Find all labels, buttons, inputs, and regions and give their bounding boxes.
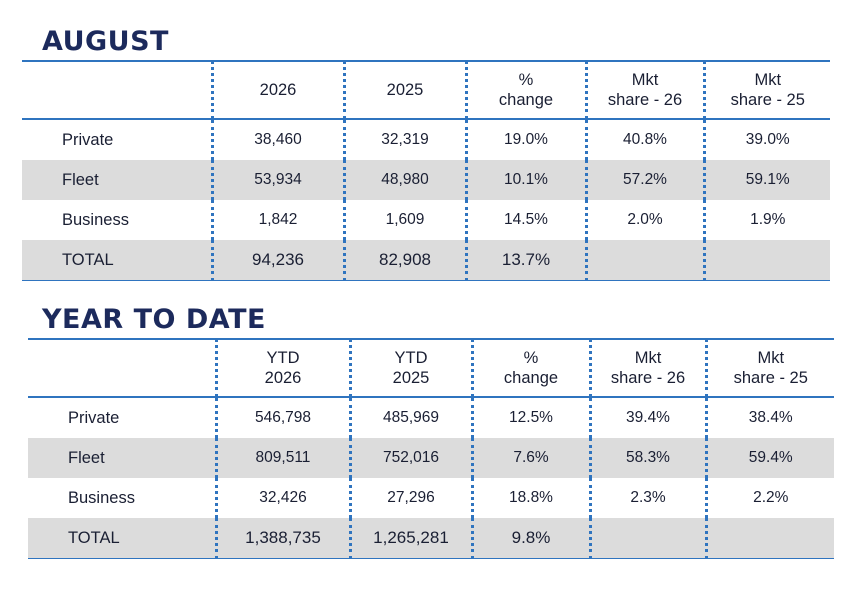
header-label (22, 61, 212, 119)
header-change: % change (472, 339, 590, 397)
cell-change: 19.0% (466, 119, 586, 160)
row-label: Private (62, 130, 114, 149)
cell-ytd-2025: 485,969 (350, 397, 472, 438)
cell-share-26: 58.3% (590, 438, 706, 478)
cell-share-26: 2.0% (586, 200, 704, 240)
cell-ytd-2026: 32,426 (216, 478, 350, 518)
cell-share-26 (590, 518, 706, 559)
cell-share-25: 39.0% (704, 119, 830, 160)
cell-share-26: 2.3% (590, 478, 706, 518)
cell-ytd-2025: 752,016 (350, 438, 472, 478)
header-change: % change (466, 61, 586, 119)
cell-2026: 53,934 (212, 160, 344, 200)
cell-ytd-2026: 1,388,735 (216, 518, 350, 559)
row-label: TOTAL (22, 240, 212, 281)
cell-ytd-2025: 1,265,281 (350, 518, 472, 559)
cell-share-26: 39.4% (590, 397, 706, 438)
cell-2025: 32,319 (344, 119, 466, 160)
row-label: Fleet (28, 438, 216, 478)
row-label: Private (68, 408, 120, 427)
header-label (28, 339, 216, 397)
table-header-row (22, 61, 830, 119)
table-row-private (28, 397, 834, 438)
cell-share-25: 59.4% (706, 438, 834, 478)
cell-2025: 48,980 (344, 160, 466, 200)
header-share-25: Mkt share - 25 (706, 339, 834, 397)
table-row-fleet (28, 438, 834, 478)
cell-share-26: 40.8% (586, 119, 704, 160)
cell-share-26 (586, 240, 704, 281)
cell-change: 10.1% (466, 160, 586, 200)
cell-change: 13.7% (466, 240, 586, 281)
table-row-business (22, 200, 830, 240)
cell-2026: 38,460 (212, 119, 344, 160)
cell-change: 18.8% (472, 478, 590, 518)
table-row-total (22, 240, 830, 281)
cell-share-25 (704, 240, 830, 281)
ytd-section (28, 302, 834, 559)
table-row-fleet (22, 160, 830, 200)
cell-share-26: 57.2% (586, 160, 704, 200)
cell-2026: 1,842 (212, 200, 344, 240)
header-share-26: Mkt share - 26 (586, 61, 704, 119)
cell-share-25: 2.2% (706, 478, 834, 518)
table-row-business (28, 478, 834, 518)
cell-2026: 94,236 (212, 240, 344, 281)
cell-share-25: 59.1% (704, 160, 830, 200)
row-label: TOTAL (28, 518, 216, 559)
row-label: Business (68, 488, 135, 507)
header-2025: 2025 (344, 61, 466, 119)
header-share-26: Mkt share - 26 (590, 339, 706, 397)
august-table (22, 60, 830, 281)
cell-share-25 (706, 518, 834, 559)
cell-2025: 1,609 (344, 200, 466, 240)
august-section (22, 24, 830, 281)
cell-change: 12.5% (472, 397, 590, 438)
table-header-row (28, 339, 834, 397)
table-row-total (28, 518, 834, 559)
ytd-table (28, 338, 834, 559)
row-label: Fleet (22, 160, 212, 200)
header-ytd-2026: YTD 2026 (216, 339, 350, 397)
row-label: Business (62, 210, 129, 229)
table-row-private (22, 119, 830, 160)
cell-ytd-2026: 809,511 (216, 438, 350, 478)
cell-ytd-2026: 546,798 (216, 397, 350, 438)
cell-ytd-2025: 27,296 (350, 478, 472, 518)
cell-share-25: 1.9% (704, 200, 830, 240)
header-2026: 2026 (212, 61, 344, 119)
cell-change: 14.5% (466, 200, 586, 240)
cell-change: 7.6% (472, 438, 590, 478)
cell-share-25: 38.4% (706, 397, 834, 438)
cell-2025: 82,908 (344, 240, 466, 281)
header-share-25: Mkt share - 25 (704, 61, 830, 119)
cell-change: 9.8% (472, 518, 590, 559)
ytd-title: YEAR TO DATE (42, 304, 266, 335)
august-title: AUGUST (42, 26, 169, 57)
header-ytd-2025: YTD 2025 (350, 339, 472, 397)
